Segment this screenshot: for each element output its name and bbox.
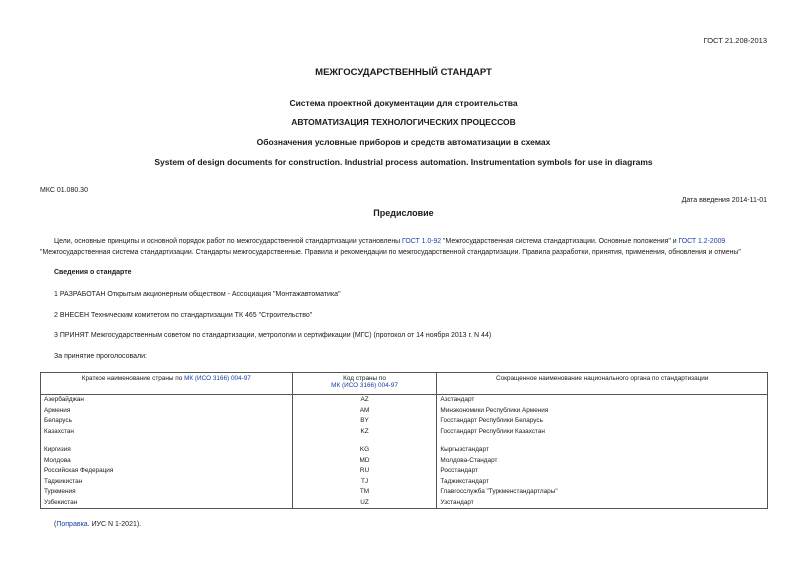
- country-name: Таджикистан: [41, 477, 293, 488]
- mk-iso-link[interactable]: МК (ИСО 3166) 004-97: [331, 382, 398, 389]
- country-code: RU: [292, 466, 437, 477]
- voted-for-label: За принятие проголосовали:: [54, 353, 147, 360]
- gost-code: ГОСТ 21.208-2013: [703, 36, 767, 45]
- country-name: Молдова: [41, 456, 293, 467]
- table-row: [41, 395, 768, 406]
- info-item-adopted: 3 ПРИНЯТ Межгосударственным советом по стандартизации, метрологии и сертификации (МГС) (протокол от 14 ноября 2013 г. N 44): [54, 332, 492, 339]
- para-text-2: "Межгосударственная система стандартизации. Основные положения" и: [441, 238, 679, 245]
- country-name: Российская Федерация: [41, 466, 293, 477]
- country-code: AZ: [292, 395, 437, 406]
- table-row: [41, 445, 768, 456]
- amendment-note: [54, 521, 141, 528]
- country-code: KG: [292, 445, 437, 456]
- title-main: МЕЖГОСУДАРСТВЕННЫЙ СТАНДАРТ: [315, 67, 492, 78]
- para-text-3: "Межгосударственная система стандартизации. Стандарты межгосударственные. Правила и рекомендации по межгосударственной стандартизации. Правила разработки, принятия, применения, обновления и отмены": [40, 249, 741, 256]
- country-code: TJ: [292, 477, 437, 488]
- table-header-row: [41, 373, 768, 395]
- standards-body: Азстандарт: [437, 395, 768, 406]
- header-country-name: [41, 373, 293, 395]
- gost-1-2-2009-link[interactable]: ГОСТ 1.2-2009: [678, 238, 726, 245]
- standards-body: Госстандарт Республики Казахстан: [437, 427, 768, 438]
- para-text-1: Цели, основные принципы и основной порядок работ по межгосударственной стандартизации установлены: [54, 238, 403, 245]
- amendment-link[interactable]: Поправка: [56, 521, 88, 528]
- mk-iso-link[interactable]: МК (ИСО 3166) 004-97: [184, 375, 251, 382]
- standards-body: Росстандарт: [437, 466, 768, 477]
- table-row: [41, 406, 768, 417]
- standards-body: Таджикстандарт: [437, 477, 768, 488]
- table-row: [41, 427, 768, 438]
- country-code: BY: [292, 416, 437, 427]
- standards-body: Кыргызстандарт: [437, 445, 768, 456]
- countries-table: [40, 372, 768, 509]
- country-code: KZ: [292, 427, 437, 438]
- date-introduced: Дата введения 2014-11-01: [681, 197, 767, 204]
- country-name: Казахстан: [41, 427, 293, 438]
- country-name: Узбекистан: [41, 498, 293, 509]
- title-symbols: Обозначения условные приборов и средств автоматизации в схемах: [256, 137, 551, 147]
- title-system: Система проектной документации для строительства: [289, 98, 518, 108]
- table-spacer-row: [41, 437, 768, 445]
- table-row: [41, 477, 768, 488]
- country-code: AM: [292, 406, 437, 417]
- table-row: [41, 487, 768, 498]
- standards-body: Молдова-Стандарт: [437, 456, 768, 467]
- country-name: Армения: [41, 406, 293, 417]
- country-code: TM: [292, 487, 437, 498]
- info-item-developed: 1 РАЗРАБОТАН Открытым акционерным обществом - Ассоциация "Монтажавтоматика": [54, 291, 341, 298]
- country-name: Беларусь: [41, 416, 293, 427]
- table-row: [41, 498, 768, 509]
- standards-body: Госстандарт Республики Беларусь: [437, 416, 768, 427]
- table-row: [41, 466, 768, 477]
- country-name: Киргизия: [41, 445, 293, 456]
- table-row: [41, 456, 768, 467]
- standard-info-heading: Сведения о стандарте: [54, 269, 132, 276]
- preface-heading: Предисловие: [373, 208, 434, 218]
- gost-1-0-92-link[interactable]: ГОСТ 1.0-92: [402, 238, 442, 245]
- header-country-text: Краткое наименование страны по: [81, 375, 185, 382]
- country-code: UZ: [292, 498, 437, 509]
- header-standards-body: Сокращенное наименование национального органа по стандартизации: [437, 373, 768, 395]
- standards-body: Узстандарт: [437, 498, 768, 509]
- amendment-open: (: [54, 521, 57, 528]
- amendment-rest: . ИУС N 1-2021).: [87, 521, 142, 528]
- title-automation: АВТОМАТИЗАЦИЯ ТЕХНОЛОГИЧЕСКИХ ПРОЦЕССОВ: [291, 117, 516, 127]
- country-code: MD: [292, 456, 437, 467]
- standards-body: Главгосслужба "Туркменстандартлары": [437, 487, 768, 498]
- preface-paragraph: [40, 236, 768, 258]
- header-code-text: Код страны по: [343, 375, 386, 382]
- table-row: [41, 416, 768, 427]
- title-english: System of design documents for construction. Industrial process automation. Instrumentation symbols for use in diagrams: [154, 157, 653, 167]
- header-country-code: [292, 373, 437, 395]
- info-item-introduced: 2 ВНЕСЕН Техническим комитетом по стандартизации ТК 465 "Строительство": [54, 312, 313, 319]
- country-name: Туркмения: [41, 487, 293, 498]
- standards-body: Минэкономики Республики Армения: [437, 406, 768, 417]
- mks-code: МКС 01.080.30: [40, 187, 88, 194]
- country-name: Азербайджан: [41, 395, 293, 406]
